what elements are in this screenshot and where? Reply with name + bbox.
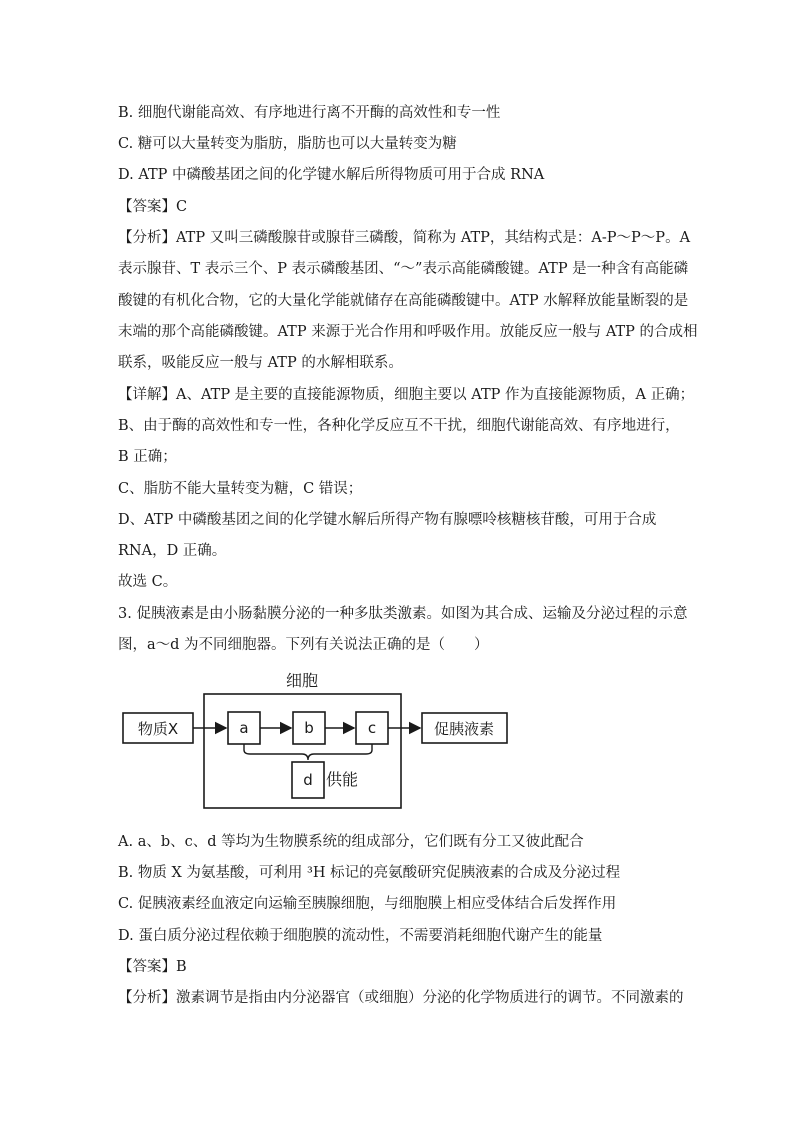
question-line: 图，a～d 为不同细胞器。下列有关说法正确的是（ ） [118,637,489,653]
energy-brace [244,744,372,760]
text-line: 末端的那个高能磷酸键。ATP 来源于光合作用和呼吸作用。放能反应一般与 ATP 的合成相 [118,324,698,340]
text-line: RNA，D 正确。 [118,543,227,559]
text-line: 酸键的有机化合物，它的大量化学能就储存在高能磷酸键中。ATP 水解释放能量断裂的是 [118,293,689,309]
text-line: B. 细胞代谢能高效、有序地进行离不开酶的高效性和专一性 [118,105,501,121]
output-label: 促胰液素 [433,720,495,738]
text-line: 表示腺苷、T 表示三个、P 表示磷酸基团、“～”表示高能磷酸键。ATP 是一种含有高能磷 [118,261,689,277]
organelle-b-label: b [304,719,314,737]
organelle-c-label: c [367,719,377,737]
text-line: B、由于酶的高效性和专一性，各种化学反应互不干扰，细胞代谢能高效、有序地进行， [118,418,680,434]
option-line: C. 促胰液素经血液定向运输至胰腺细胞，与细胞膜上相应受体结合后发挥作用 [118,896,617,912]
text-line: D、ATP 中磷酸基团之间的化学键水解后所得产物有腺嘌呤核糖核苷酸，可用于合成 [118,512,657,528]
answer-line: 【答案】B [118,959,187,975]
energy-label: 供能 [326,770,359,789]
text-line: C、脂肪不能大量转变为糖，C 错误； [118,481,363,497]
text-line: 故选 C。 [118,574,178,590]
organelle-a-label: a [239,719,249,737]
text-line: C. 糖可以大量转变为脂肪，脂肪也可以大量转变为糖 [118,136,457,152]
option-line: A. a、b、c、d 等均为生物膜系统的组成部分，它们既有分工又彼此配合 [118,834,584,850]
option-line: B. 物质 X 为氨基酸，可利用 ³H 标记的亮氨酸研究促胰液素的合成及分泌过程 [118,865,621,881]
analysis-line: 【分析】ATP 又叫三磷酸腺苷或腺苷三磷酸，简称为 ATP，其结构式是：A-P～P～P。A [118,230,691,246]
explanation-line: 【详解】A、ATP 是主要的直接能源物质，细胞主要以 ATP 作为直接能源物质，A 正确； [118,387,695,403]
analysis-line: 【分析】激素调节是指由内分泌器官（或细胞）分泌的化学物质进行的调节。不同激素的 [118,990,684,1006]
text-line: D. ATP 中磷酸基团之间的化学键水解后所得物质可用于合成 RNA [118,167,545,183]
secretion-diagram [120,666,510,811]
input-label: 物质X [137,720,179,738]
answer-line: 【答案】C [118,199,188,215]
text-line: B 正确； [118,449,177,465]
organelle-d-label: d [303,771,313,789]
cell-label: 细胞 [285,671,319,690]
option-line: D. 蛋白质分泌过程依赖于细胞膜的流动性，不需要消耗细胞代谢产生的能量 [118,928,603,944]
question-line: 3. 促胰液素是由小肠黏膜分泌的一种多肽类激素。如图为其合成、运输及分泌过程的示意 [118,606,688,622]
text-line: 联系，吸能反应一般与 ATP 的水解相联系。 [118,355,403,371]
